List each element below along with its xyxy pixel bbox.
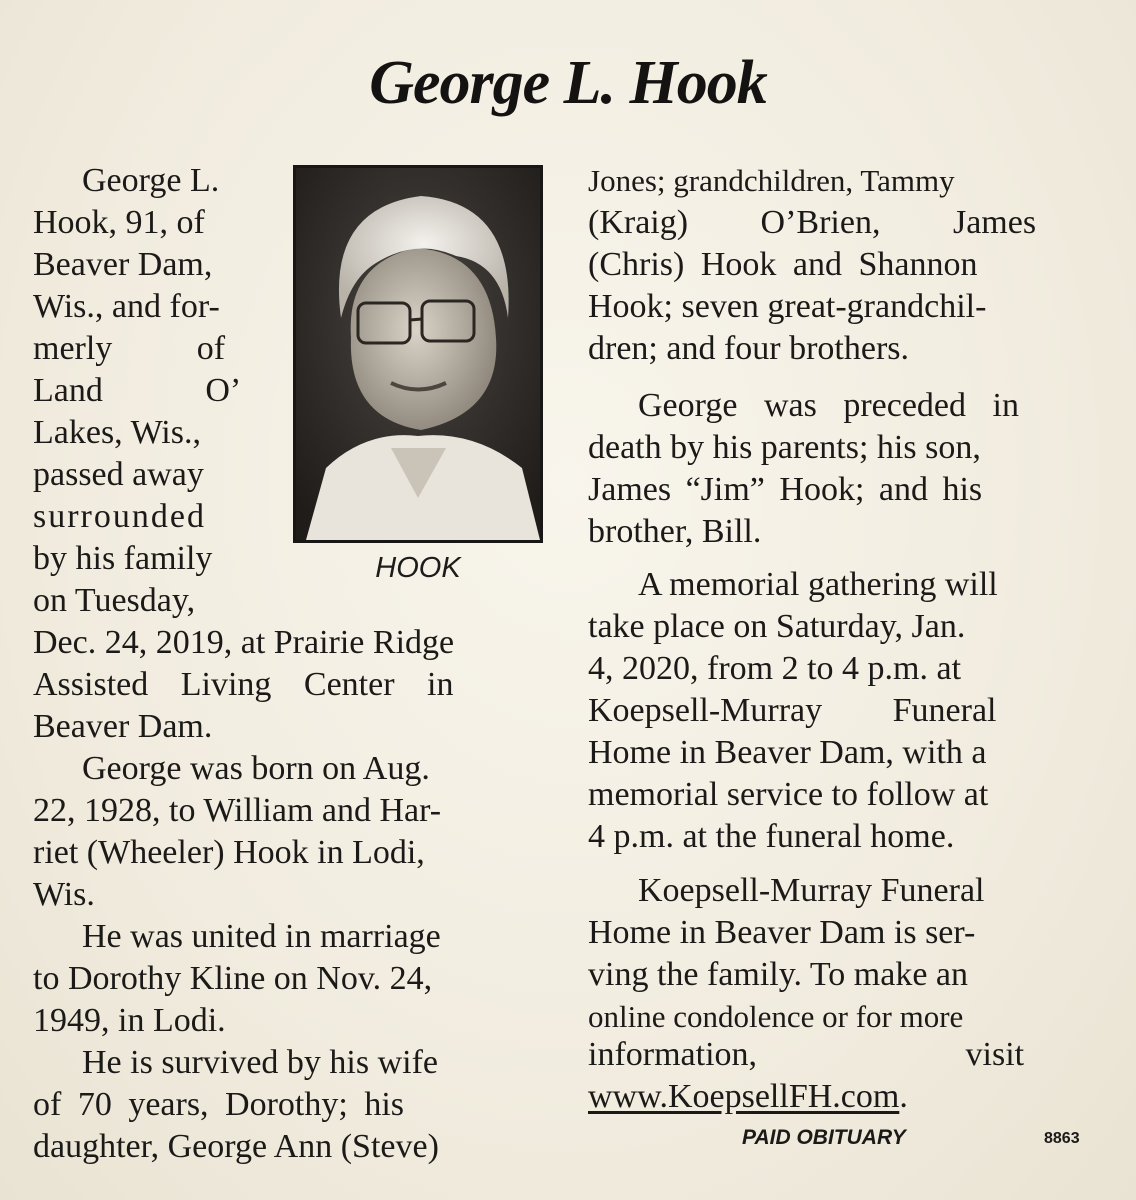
text-line: Home in Beaver Dam is ser- [588,914,976,951]
text-line: surrounded [33,498,206,535]
text-line: Beaver Dam. [33,708,213,745]
text-line: daughter, George Ann (Steve) [33,1128,439,1165]
website-line [588,1076,1094,1118]
text-line: dren; and four brothers. [588,330,910,367]
text-line: passed away [33,456,204,493]
text-line [33,202,260,244]
text-line: on Tuesday, [33,582,196,619]
text-line: Wis. [33,876,95,913]
text-line: He is survived by his wife [82,1044,439,1081]
text-line: He was united in marriage [82,918,441,955]
text-line: Assisted Living Center in [33,666,454,703]
text-line: Wis., and for- [33,288,220,325]
ad-code: 8863 [1044,1130,1080,1147]
text-line: Dec. 24, 2019, at Prairie Ridge [33,624,455,661]
website-period: . [899,1078,908,1115]
text-line: memorial service to follow at [588,776,989,813]
text-line: George was preceded in [638,387,1019,424]
photo-caption: HOOK [375,552,461,584]
text-line: information, visit [588,1036,1025,1073]
text-line: brother, Bill. [588,513,762,550]
text-line: Land O’ [33,372,242,409]
text-line: by his family [33,540,213,577]
text-line: Koepsell-Murray Funeral [638,872,985,909]
text-line: of 70 years, Dorothy; his [33,1086,405,1123]
text-line: Koepsell-Murray Funeral [588,692,997,729]
obituary-title: George L. Hook [369,49,767,117]
text-line: merly of [33,330,226,367]
text-line: 22, 1928, to William and Har- [33,792,442,829]
text-line: Lakes, Wis., [33,414,201,451]
text-line: Beaver Dam, [33,246,213,283]
text-line: to Dorothy Kline on Nov. 24, [33,960,433,997]
text-line: death by his parents; his son, [588,429,981,466]
text-line: Home in Beaver Dam, with a [588,734,987,771]
text-line: Jones; grandchildren, Tammy [588,163,955,198]
text-line: 1949, in Lodi. [33,1002,226,1039]
text-line: (Chris) Hook and Shannon [588,246,978,283]
text-line: 4, 2020, from 2 to 4 p.m. at [588,650,962,687]
text-line-content: Hook, 91, of [33,204,205,241]
text-line: George was born on Aug. [82,750,430,787]
portrait-photo [293,165,543,543]
text-line: 4 p.m. at the funeral home. [588,818,955,855]
text-line: riet (Wheeler) Hook in Lodi, [33,834,425,871]
text-line: ving the family. To make an [588,956,969,993]
text-line: James “Jim” Hook; and his [588,471,983,508]
paid-obituary-label: PAID OBITUARY [742,1126,906,1149]
portrait-illustration [296,168,540,540]
text-line: George L. [82,162,220,199]
text-line: online condolence or for more [588,999,964,1034]
text-line: (Kraig) O’Brien, James [588,204,1037,241]
text-line: A memorial gathering will [638,566,998,603]
text-line: take place on Saturday, Jan. [588,608,966,645]
funeral-home-website-link[interactable]: www.KoepsellFH.com [588,1078,900,1115]
text-line: Hook; seven great-grandchil- [588,288,987,325]
